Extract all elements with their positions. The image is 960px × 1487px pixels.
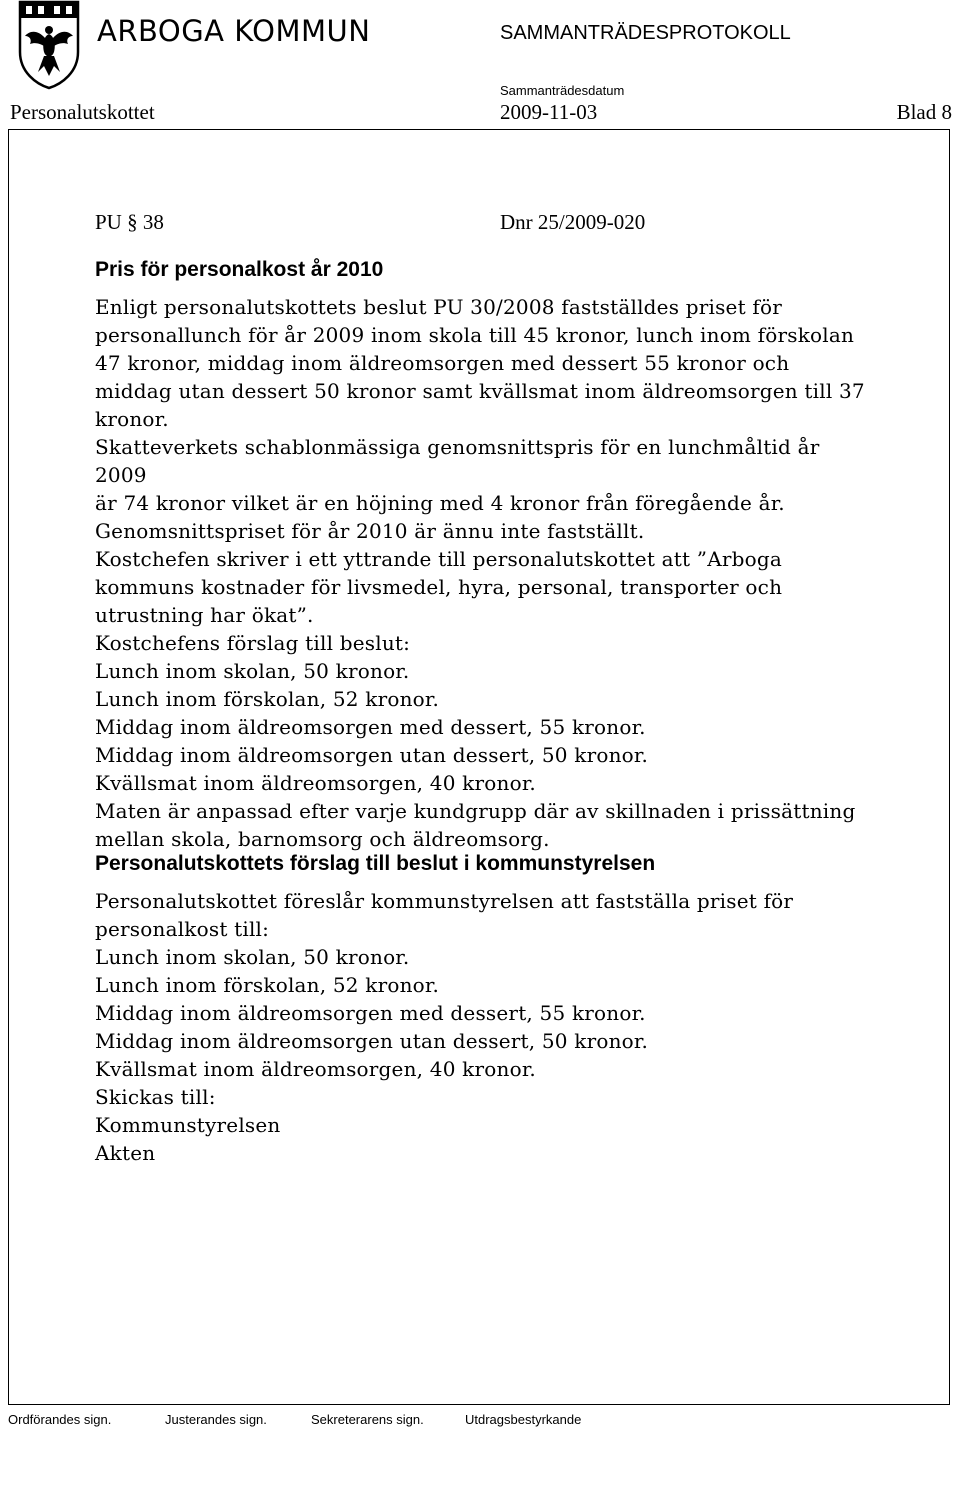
meeting-date-label: Sammanträdesdatum [500,83,625,98]
case-id: PU § 38 [95,210,164,234]
signature-footer [8,1412,950,1427]
document-type: SAMMANTRÄDESPROTOKOLL [500,22,791,44]
case-dnr: Dnr 25/2009-020 [500,210,646,234]
certified-extract-label: Utdragsbestyrkande [465,1412,582,1427]
organization-name: ARBOGA KOMMUN [97,14,371,48]
meeting-date: 2009-11-03 [500,100,598,124]
paragraph-customer-groups: Maten är anpassad efter varje kundgrupp där av skillnaden i prissättning mellan skola, barnomsorg och äldreomsorg. [95,799,856,851]
secretary-signature-label: Sekreterarens sign. [311,1412,424,1427]
section-title: Pris för personalkost år 2010 [95,258,384,281]
paragraph-committee-proposal: Personalutskottet föreslår kommunstyrelsen att fastställa priset för personalkost till: Lunch inom skolan, 50 kronor. Lunch inom förskolan, 52 kronor. Middag inom äldreomsorgen med dessert, 55 kronor. Middag inom äldreomsorgen utan dessert, 50 kronor. Kvällsmat inom äldreomsorgen, 40 kronor. [95,889,794,1081]
paragraph-send-to: Skickas till: Kommunstyrelsen Akten [95,1085,281,1165]
paragraph-kitchen-chief-statement: Kostchefen skriver i ett yttrande till personalutskottet att ”Arboga kommuns kostnader för livsmedel, hyra, personal, transporter och utrustning har ökat”. [95,547,783,627]
document-body [95,210,875,1167]
paragraph-previous-prices: Enligt personalutskottets beslut PU 30/2008 fastställdes priset för personallunch för år 2009 inom skola till 45 kronor, lunch inom förskolan 47 kronor, middag inom äldreomsorgen med dessert 55 kronor och middag utan dessert 50 kronor samt kvällsmat inom äldreomsorgen till 37 kronor. [95,295,865,431]
municipal-coat-of-arms-logo [16,0,82,90]
paragraph-kitchen-chief-proposal: Kostchefens förslag till beslut: Lunch inom skolan, 50 kronor. Lunch inom förskolan, 52 kronor. Middag inom äldreomsorgen med dessert, 55 kronor. Middag inom äldreomsorgen utan dessert, 50 kronor. Kvällsmat inom äldreomsorgen, 40 kronor. [95,631,649,795]
page-number: Blad 8 [896,100,952,124]
paragraph-tax-agency: Skatteverkets schablonmässiga genomsnittspris för en lunchmåltid år 2009 är 74 kronor vilket är en höjning med 4 kronor från föregående år. Genomsnittspriset för år 2010 är ännu inte fastställt. [95,435,820,543]
committee-name: Personalutskottet [10,100,155,124]
chair-signature-label: Ordförandes sign. [8,1412,112,1427]
case-reference [95,210,875,235]
proposal-heading: Personalutskottets förslag till beslut i kommunstyrelsen [95,852,656,875]
adjuster-signature-label: Justerandes sign. [165,1412,267,1427]
